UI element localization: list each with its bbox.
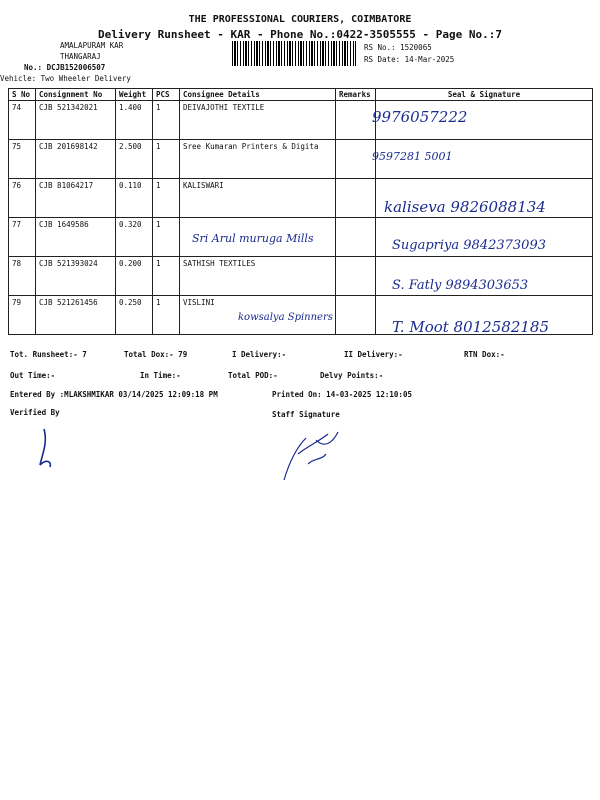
col-weight-header: Weight bbox=[116, 89, 153, 101]
verified-by-label: Verified By bbox=[10, 408, 60, 417]
weight-cell: 0.110 bbox=[116, 179, 153, 218]
rtn-dox: RTN Dox:- bbox=[464, 350, 505, 359]
handwritten-consignee-79: kowsalya Spinners bbox=[238, 312, 333, 323]
in-time: In Time:- bbox=[140, 371, 181, 380]
pcs-cell: 1 bbox=[153, 101, 180, 140]
consignment-cell: CJB 1649586 bbox=[36, 218, 116, 257]
remarks-cell bbox=[336, 140, 376, 179]
weight-cell: 1.400 bbox=[116, 101, 153, 140]
signature-row-79: T. Moot 8012582185 bbox=[392, 318, 549, 336]
entered-by: Entered By :MLAKSHMIKAR 03/14/2025 12:09:18 PM bbox=[10, 390, 218, 399]
staff-signature-label: Staff Signature bbox=[272, 410, 340, 419]
col-pcs-header: PCS bbox=[153, 89, 180, 101]
col-remarks-header: Remarks bbox=[336, 89, 376, 101]
consignment-cell: CJB 201698142 bbox=[36, 140, 116, 179]
staff-signature-image bbox=[278, 420, 348, 490]
pcs-cell: 1 bbox=[153, 296, 180, 335]
total-pod: Total POD:- bbox=[228, 371, 278, 380]
printed-on: Printed On: 14-03-2025 12:10:05 bbox=[272, 390, 412, 399]
rs-number: RS No.: 1520065 bbox=[364, 43, 432, 52]
weight-cell: 2.500 bbox=[116, 140, 153, 179]
pcs-cell: 1 bbox=[153, 218, 180, 257]
rs-date: RS Date: 14-Mar-2025 bbox=[364, 55, 455, 64]
signature-row-76: kaliseva 9826088134 bbox=[384, 198, 546, 216]
weight-cell: 0.200 bbox=[116, 257, 153, 296]
sno-cell: 79 bbox=[9, 296, 36, 335]
document-title: THE PROFESSIONAL COURIERS, COIMBATORE bbox=[188, 14, 412, 25]
pcs-cell: 1 bbox=[153, 257, 180, 296]
i-delivery: I Delivery:- bbox=[232, 350, 287, 359]
remarks-cell bbox=[336, 179, 376, 218]
signature-row-77: Sugapriya 9842373093 bbox=[392, 238, 546, 253]
consignment-cell: CJB 81064217 bbox=[36, 179, 116, 218]
document-subtitle: Delivery Runsheet - KAR - Phone No.:0422-3505555 - Page No.:7 bbox=[98, 28, 502, 41]
sno-cell: 75 bbox=[9, 140, 36, 179]
sno-cell: 74 bbox=[9, 101, 36, 140]
consignee-cell: SATHISH TEXTILES bbox=[180, 257, 336, 296]
barcode-image bbox=[232, 41, 356, 66]
pcs-cell: 1 bbox=[153, 140, 180, 179]
consignment-cell: CJB 521261456 bbox=[36, 296, 116, 335]
dc-number: No.: DCJB152006507 bbox=[24, 63, 106, 72]
table-row bbox=[9, 101, 593, 140]
weight-cell: 0.320 bbox=[116, 218, 153, 257]
consignee-cell: VISLINI bbox=[180, 296, 336, 335]
signature-row-78: S. Fatly 9894303653 bbox=[392, 278, 529, 293]
signature-row-74: 9976057222 bbox=[372, 108, 468, 126]
remarks-cell bbox=[336, 296, 376, 335]
weight-cell: 0.250 bbox=[116, 296, 153, 335]
col-consignee-header: Consignee Details bbox=[180, 89, 336, 101]
remarks-cell bbox=[336, 101, 376, 140]
table-row bbox=[9, 140, 593, 179]
delvy-points: Delvy Points:- bbox=[320, 371, 384, 380]
sno-cell: 77 bbox=[9, 218, 36, 257]
sno-cell: 76 bbox=[9, 179, 36, 218]
verified-by-signature bbox=[30, 425, 70, 470]
consignment-cell: CJB 521342021 bbox=[36, 101, 116, 140]
col-signature-header: Seal & Signature bbox=[376, 89, 593, 101]
table-header-row bbox=[9, 89, 593, 101]
tot-runsheet: Tot. Runsheet:- 7 bbox=[10, 350, 87, 359]
staff-name: THANGARAJ bbox=[60, 52, 101, 61]
pcs-cell: 1 bbox=[153, 179, 180, 218]
col-sno-header: S No bbox=[9, 89, 36, 101]
consignment-cell: CJB 521393024 bbox=[36, 257, 116, 296]
remarks-cell bbox=[336, 218, 376, 257]
out-time: Out Time:- bbox=[10, 371, 56, 380]
total-dox: Total Dox:- 79 bbox=[124, 350, 188, 359]
vehicle-type: Vehicle: Two Wheeler Delivery bbox=[0, 74, 131, 83]
consignee-cell: KALISWARI bbox=[180, 179, 336, 218]
consignee-cell: Sree Kumaran Printers & Digita bbox=[180, 140, 336, 179]
signature-row-75: 9597281 5001 bbox=[372, 150, 453, 163]
remarks-cell bbox=[336, 257, 376, 296]
col-consignment-header: Consignment No bbox=[36, 89, 116, 101]
sno-cell: 78 bbox=[9, 257, 36, 296]
ii-delivery: II Delivery:- bbox=[344, 350, 403, 359]
handwritten-consignee-77: Sri Arul muruga Mills bbox=[192, 232, 314, 245]
area-label: AMALAPURAM KAR bbox=[60, 41, 124, 50]
consignee-cell: DEIVAJOTHI TEXTILE bbox=[180, 101, 336, 140]
